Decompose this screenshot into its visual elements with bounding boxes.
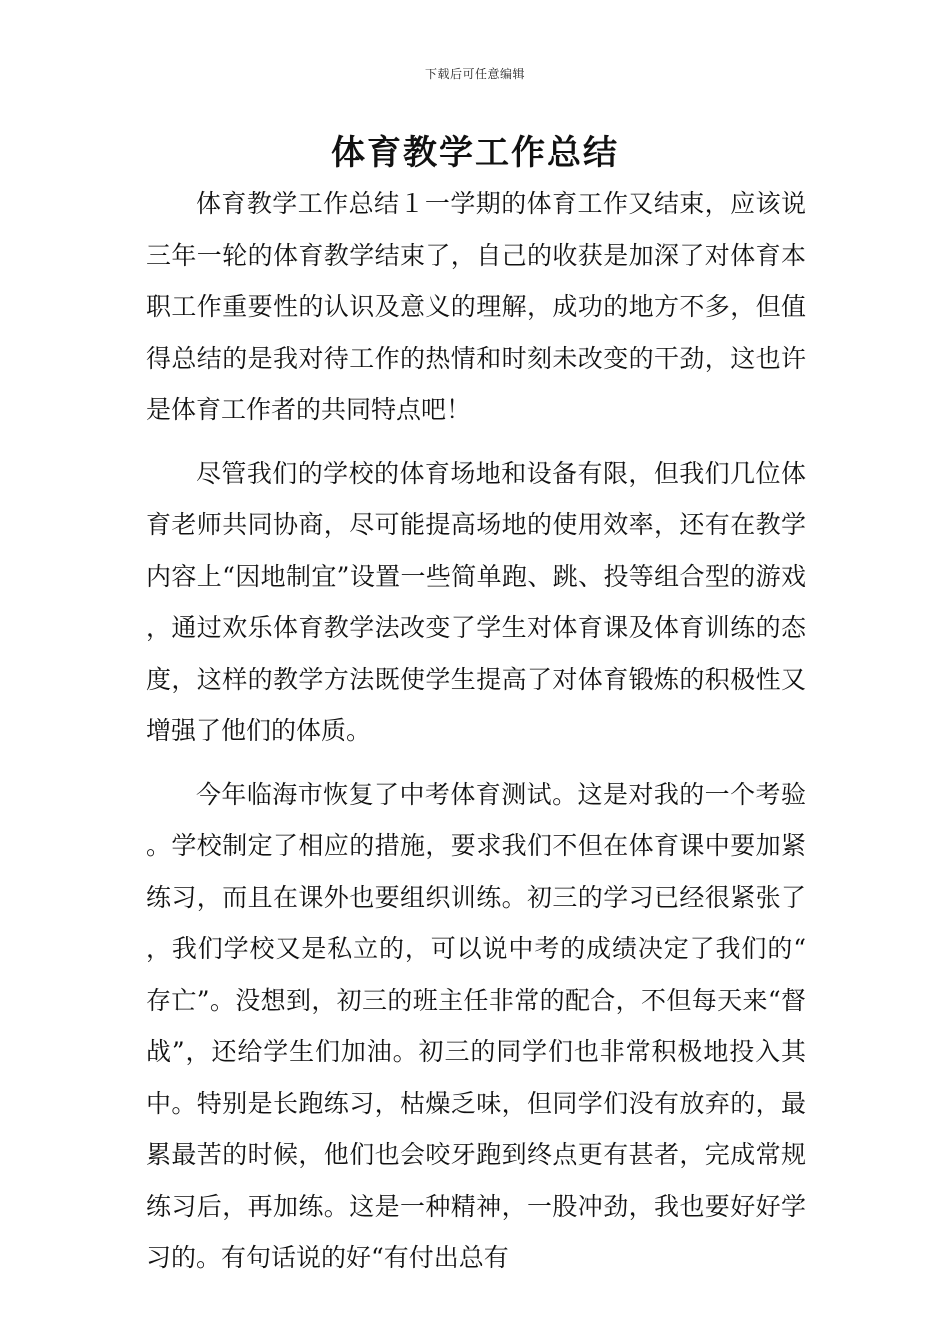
paragraph-3: 今年临海市恢复了中考体育测试。这是对我的一个考验。学校制定了相应的措施，要求我们不但在体育课中要加紧练习，而且在课外也要组织训练。初三的学习已经很紧张了，我们学校又是私立的，可以说中考的成绩决定了我们的“存亡”。没想到，初三的班主任非常的配合，不但每天来“督战”，还给学生们加油。初三的同学们也非常积极地投入其中。特别是长跑练习，枯燥乏味，但同学们没有放弃的，最累最苦的时候，他们也会咬牙跑到终点更有甚者，完成常规练习后，再加练。这是一种精神，一股冲劲，我也要好好学习的。有句话说的好“有付出总有 xyxy=(146,779,806,1272)
paragraph-2: 尽管我们的学校的体育场地和设备有限，但我们几位体育老师共同协商，尽可能提高场地的使用效率，还有在教学内容上“因地制宜”设置一些简单跑、跳、投等组合型的游戏，通过欢乐体育教学法改变了学生对体育课及体育训练的态度，这样的教学方法既使学生提高了对体育锻炼的积极性又增强了他们的体质。 xyxy=(146,458,806,745)
paragraph-1: 体育教学工作总结１一学期的体育工作又结束，应该说三年一轮的体育教学结束了，自己的收获是加深了对体育本职工作重要性的认识及意义的理解，成功的地方不多，但值得总结的是我对待工作的热情和时刻未改变的干劲，这也许是体育工作者的共同特点吧！ xyxy=(146,189,806,424)
document-body xyxy=(146,178,806,1296)
document-title: 体育教学工作总结 xyxy=(331,133,619,173)
header-note: 下载后可任意编辑 xyxy=(424,67,525,81)
